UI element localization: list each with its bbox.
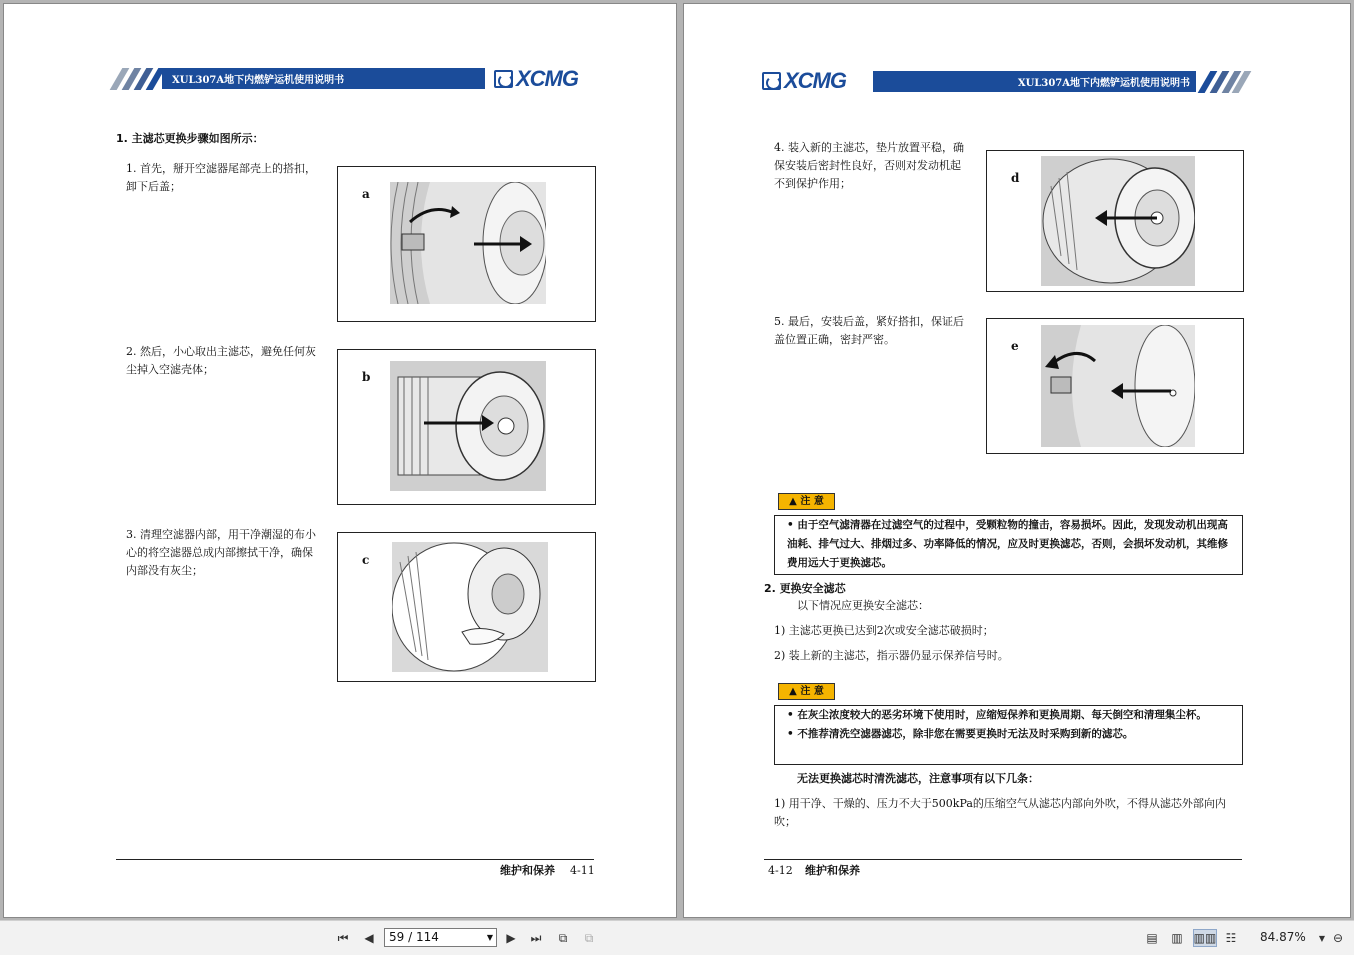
prev-page-icon: ◀	[364, 931, 374, 945]
brand-name: XCMG	[784, 68, 846, 93]
step-text: 5. 最后，安装后盖，紧好搭扣，保证后盖位置正确，密封严密。	[774, 315, 964, 346]
caution-badge: ▲ 注 意	[778, 493, 835, 510]
figure-e	[986, 318, 1244, 454]
filter-insert-illustration	[1041, 156, 1195, 286]
previous-view-icon: ⧉	[558, 930, 568, 945]
step-text: 1. 首先，掰开空滤器尾部壳上的搭扣，卸下后盖；	[126, 162, 316, 193]
facing-pages-icon: ▥▥	[1193, 931, 1217, 945]
footer-section: 维护和保养	[500, 864, 555, 877]
caution-box	[774, 515, 1243, 575]
caution-badge: ▲ 注 意	[778, 683, 835, 700]
cleaning-heading: 无法更换滤芯时清洗滤芯，注意事项有以下几条：	[797, 772, 1039, 785]
next-page-icon: ▶	[506, 931, 516, 945]
xcmg-logo	[494, 68, 578, 90]
warning-triangle-icon: ▲	[789, 496, 797, 507]
zoom-level[interactable]: 84.87%	[1260, 930, 1306, 944]
continuous-view-button[interactable]	[1168, 929, 1186, 947]
page-number: 4-12	[768, 864, 793, 877]
step-text: 2. 然后，小心取出主滤芯，避免任何灰尘掉入空滤壳体；	[126, 345, 316, 376]
prev-page-button[interactable]	[360, 929, 378, 947]
facing-view-button[interactable]	[1193, 929, 1217, 947]
xcmg-logo-icon	[494, 70, 513, 88]
zoom-dropdown[interactable]	[1316, 929, 1328, 947]
caution-text: • 由于空气滤清器在过滤空气的过程中，受颗粒物的撞击，容易损坏。因此，发现发动机出现高油耗、排气过大、排烟过多、功率降低的情况，应及时更换滤芯，否则，会损坏发动机，其维修费用远大于更换滤芯。	[787, 519, 1228, 569]
filter-housing-illustration	[392, 542, 548, 672]
caution-text: • 不推荐清洗空滤器滤芯，除非您在需要更换时无法及时采购到新的滤芯。	[787, 728, 1134, 740]
chevron-down-icon: ▼	[1318, 933, 1326, 943]
figure-label: a	[362, 187, 370, 201]
figure-b	[337, 349, 596, 505]
section-intro: 以下情况应更换安全滤芯：	[797, 599, 929, 612]
page-number-value: 59 / 114	[389, 930, 439, 944]
first-page-icon: ⏮	[337, 930, 349, 945]
figure-d	[986, 150, 1244, 292]
first-page-button[interactable]	[334, 929, 352, 947]
header-title: XUL307A地下内燃铲运机使用说明书	[172, 75, 345, 86]
header-band	[162, 68, 485, 89]
air-filter-illustration	[390, 182, 546, 304]
figure-a	[337, 166, 596, 322]
last-page-icon: ⏭	[530, 930, 542, 945]
figure-label: d	[1011, 171, 1020, 185]
continuous-page-icon: ▥	[1171, 931, 1183, 945]
single-page-view-button[interactable]	[1143, 929, 1161, 947]
single-page-icon: ▤	[1146, 931, 1158, 945]
xcmg-logo	[762, 70, 846, 92]
next-view-icon: ⧉	[584, 930, 594, 945]
footer-rule	[116, 859, 594, 860]
warning-triangle-icon: ▲	[789, 686, 797, 697]
brand-name: XCMG	[516, 66, 578, 91]
page-number: 4-11	[570, 864, 595, 877]
header-band	[873, 71, 1196, 92]
figure-label: c	[362, 553, 370, 567]
next-page-button[interactable]	[502, 929, 520, 947]
document-page-left	[3, 3, 677, 918]
caution-text: • 在灰尘浓度较大的恶劣环境下使用时，应缩短保养和更换周期、每天倒空和清理集尘杯。	[787, 709, 1207, 721]
figure-label: b	[362, 370, 371, 384]
list-item: 2) 装上新的主滤芯，指示器仍显示保养信号时。	[774, 649, 1009, 662]
xcmg-logo-icon	[762, 72, 781, 90]
list-item: 1) 主滤芯更换已达到2次或安全滤芯破损时；	[774, 624, 994, 637]
continuous-facing-icon: ☷	[1225, 931, 1237, 945]
step-text: 4. 装入新的主滤芯，垫片放置平稳，确保安装后密封性良好，否则对发动机起不到保护作用；	[774, 141, 964, 190]
zoom-out-button[interactable]	[1330, 929, 1346, 947]
viewer-toolbar	[0, 920, 1354, 955]
footer-rule	[764, 859, 1242, 860]
zoom-out-icon: ⊖	[1332, 931, 1344, 945]
rear-cover-illustration	[1041, 325, 1195, 447]
document-page-right	[683, 3, 1351, 918]
continuous-facing-view-button[interactable]	[1222, 929, 1240, 947]
caution-box	[774, 705, 1243, 765]
section-heading: 2. 更换安全滤芯	[764, 582, 846, 595]
previous-view-button[interactable]	[554, 929, 572, 947]
footer-section: 维护和保养	[805, 864, 860, 877]
header-title: XUL307A地下内燃铲运机使用说明书	[1017, 78, 1190, 89]
last-page-button[interactable]	[527, 929, 545, 947]
figure-label: e	[1011, 339, 1019, 353]
step-text: 3. 清理空滤器内部，用干净潮湿的布小心的将空滤器总成内部擦拭干净，确保内部没有灰尘；	[126, 528, 316, 577]
filter-element-illustration	[390, 361, 546, 491]
chevron-down-icon[interactable]: ▼	[486, 933, 493, 942]
page-number-field[interactable]	[384, 928, 497, 947]
section-heading: 1. 主滤芯更换步骤如图所示：	[116, 132, 264, 145]
list-item: 1) 用干净、干燥的、压力不大于500kPa的压缩空气从滤芯内部向外吹，不得从滤芯外部向内吹；	[774, 797, 1226, 828]
next-view-button[interactable]	[580, 929, 598, 947]
figure-c	[337, 532, 596, 682]
